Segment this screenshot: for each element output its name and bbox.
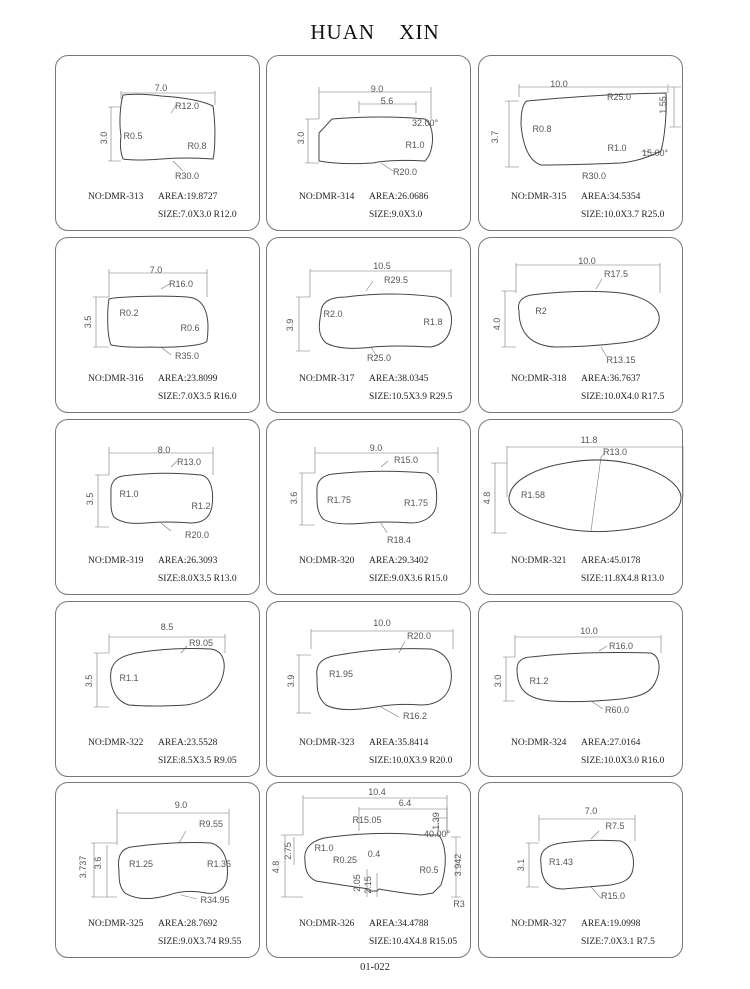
item-number: NO:DMR-313 [88,192,144,202]
item-size: SIZE:10.4X4.8 R15.05 [369,937,458,947]
dimension-label: 3.5 [84,674,94,688]
catalog-card [55,601,260,777]
dimension-line [381,163,393,171]
dimension-line [93,297,109,347]
dimension-label: R15.0 [393,455,419,465]
dimension-label: R15.0 [600,891,626,901]
dimension-label: R16.0 [608,641,634,651]
profile-drawing [479,56,684,181]
item-size: SIZE:11.8X4.8 R13.0 [581,574,665,584]
dimension-label: 5.6 [380,96,394,106]
dimension-label: 10.0 [578,256,596,266]
dimension-line [181,895,197,899]
dimension-line [296,655,311,713]
dimension-line [669,87,681,127]
dimension-line [503,657,515,701]
dimension-label: 4.8 [482,491,492,505]
dimension-label: R1.8 [423,317,443,327]
item-number: NO:DMR-315 [511,192,567,202]
item-area: AREA:19.8727 [158,192,218,202]
dimension-label: R35.0 [174,351,200,361]
item-number: NO:DMR-317 [299,374,355,384]
profile-drawing [267,602,472,722]
dimension-label: 8.5 [160,622,174,632]
item-area: AREA:26.0686 [369,192,429,202]
dimension-label: 9.0 [370,84,384,94]
profile-drawing [56,602,261,722]
catalog-card [266,55,471,231]
dimension-label: R0.8 [532,124,552,134]
dimension-label: 10.4 [368,787,386,797]
catalog-card [478,55,683,231]
dimension-line [181,646,187,653]
dimension-label: R0.8 [187,141,207,151]
item-number: NO:DMR-318 [511,374,567,384]
dimension-label: 3.9 [286,674,296,688]
catalog-card [55,237,260,413]
dimension-label: R25.0 [606,92,632,102]
dimension-label: 6.4 [398,798,412,808]
profile-drawing [56,238,261,361]
dimension-label: R16.2 [402,711,428,721]
lens-profile-outline [317,649,452,710]
item-size: SIZE:7.0X3.1 R7.5 [581,937,655,947]
dimension-line [366,281,373,291]
dimension-label: R0.5 [419,865,439,875]
dimension-label: 10.0 [550,79,568,89]
dimension-label: R9.05 [188,638,214,648]
dimension-label: 7.0 [584,806,598,816]
dimension-line [179,831,186,843]
dimension-label: R1.25 [128,859,154,869]
dimension-label: R15.05 [352,815,382,825]
item-size: SIZE:9.0X3.6 R15.0 [369,574,448,584]
dimension-label: R1.35 [206,859,232,869]
dimension-label: R20.0 [184,530,210,540]
dimension-label: 9.0 [369,443,383,453]
item-area: AREA:28.7692 [158,919,218,929]
dimension-label: R7.5 [605,821,625,831]
dimension-label: 3.6 [93,856,103,870]
dimension-label: 3.5 [85,492,95,506]
catalog-card [266,237,471,413]
profile-drawing [56,56,261,181]
dimension-label: R1.0 [119,489,139,499]
dimension-label: R1.75 [326,495,352,505]
dimension-line [501,291,516,347]
dimension-line [381,707,399,717]
profile-drawing [479,783,684,903]
dimension-line [296,297,310,351]
dimension-line [161,523,171,531]
catalog-card [55,419,260,595]
dimension-label: R1.1 [119,673,139,683]
item-area: AREA:36.7637 [581,374,641,384]
dimension-label: 8.0 [157,445,171,455]
item-number: NO:DMR-324 [511,738,567,748]
item-size: SIZE:7.0X3.5 R16.0 [158,392,237,402]
dimension-label: R17.5 [603,269,629,279]
dimension-label: 32.00° [411,118,439,128]
catalog-card [266,782,471,958]
dimension-label: R20.0 [406,631,432,641]
dimension-label: R1.75 [403,498,429,508]
dimension-line [591,831,599,839]
item-size: SIZE:9.0X3.74 R9.55 [158,937,242,947]
dimension-line [173,161,183,171]
dimension-label: R12.0 [174,101,200,111]
catalog-card [478,782,683,958]
dimension-label: R20.0 [392,167,418,177]
dimension-line [599,646,607,651]
dimension-label: R1.2 [191,501,211,511]
dimension-label: 3.942 [453,853,463,877]
dimension-label: R0.5 [123,131,143,141]
dimension-label: 15.00° [641,148,669,158]
dimension-label: R0.6 [180,323,200,333]
dimension-label: 4.0 [492,317,502,331]
dimension-label: R13.15 [606,355,636,365]
dimension-label: R9.55 [198,819,224,829]
catalog-card [478,601,683,777]
dimension-label: R1.0 [405,140,425,150]
dimension-label: 10.0 [580,626,598,636]
dimension-label: 10.0 [373,618,391,628]
page-title: HUAN XIN [310,20,440,44]
item-number: NO:DMR-327 [511,919,567,929]
dimension-line [519,84,668,97]
dimension-label: 4.8 [271,860,281,874]
profile-drawing [267,420,472,545]
catalog-card [478,419,683,595]
item-size: SIZE:10.0X3.9 R20.0 [369,756,453,766]
profile-drawing [479,420,684,540]
dimension-line [95,475,109,527]
dimension-label: 40.00° [423,829,451,839]
item-number: NO:DMR-322 [88,738,144,748]
page-number: 01-022 [360,962,390,973]
dimension-label: R13.0 [602,447,628,457]
dimension-label: 7.0 [154,83,168,93]
catalog-card [55,55,260,231]
dimension-line [516,263,660,293]
item-area: AREA:29.3402 [369,556,429,566]
item-number: NO:DMR-319 [88,556,144,566]
dimension-label: R2.0 [323,309,343,319]
dimension-label: 3.6 [289,491,299,505]
dimension-label: R0.2 [119,308,139,318]
dimension-label: R60.0 [604,705,630,715]
item-number: NO:DMR-321 [511,556,567,566]
profile-drawing [267,56,472,176]
item-area: AREA:19.0998 [581,919,641,929]
dimension-label: R1.2 [529,676,549,686]
dimension-label: 2.75 [283,842,293,860]
dimension-label: R30.0 [581,171,607,181]
dimension-line [310,269,451,297]
dimension-label: 3.5 [83,315,93,329]
dimension-label: 3.7 [490,130,500,144]
dimension-label: 7.0 [149,265,163,275]
item-area: AREA:23.8099 [158,374,218,384]
dimension-label: 11.8 [580,435,598,445]
dimension-label: R1.95 [328,669,354,679]
dimension-label: 3.0 [99,131,109,145]
item-size: SIZE:10.5X3.9 R29.5 [369,392,453,402]
catalog-card [266,419,471,595]
dimension-label: R25.0 [366,353,392,363]
item-number: NO:DMR-323 [299,738,355,748]
dimension-label: R18.4 [386,535,412,545]
dimension-label: 9.0 [174,800,188,810]
dimension-line [491,463,507,533]
item-number: NO:DMR-320 [299,556,355,566]
dimension-line [108,107,121,161]
item-area: AREA:38.0345 [369,374,429,384]
dimension-label: 3.0 [493,674,503,688]
item-number: NO:DMR-316 [88,374,144,384]
item-area: AREA:27.0164 [581,738,641,748]
dimension-label: R1.0 [607,143,627,153]
dimension-label: 1.55 [658,96,668,114]
dimension-label: R30.0 [174,171,200,181]
item-size: SIZE:10.0X3.0 R16.0 [581,756,665,766]
item-size: SIZE:10.0X4.0 R17.5 [581,392,665,402]
dimension-label: R34.95 [200,895,230,905]
dimension-line [381,461,388,467]
item-number: NO:DMR-326 [299,919,355,929]
item-area: AREA:23.5528 [158,738,218,748]
dimension-line [591,887,601,898]
dimension-line [591,453,605,531]
dimension-label: 3.737 [78,855,88,879]
dimension-label: R0.25 [332,855,358,865]
profile-drawing [56,783,261,903]
dimension-line [94,653,109,707]
lens-profile-outline [119,843,228,899]
dimension-label: R1.0 [314,843,334,853]
dimension-label: R1.43 [548,857,574,867]
dimension-line [311,629,453,649]
dimension-line [526,843,539,887]
dimension-line [515,635,661,657]
item-size: SIZE:9.0X3.0 [369,210,423,220]
item-area: AREA:26.3093 [158,556,218,566]
dimension-label: 3.0 [296,131,306,145]
item-size: SIZE:8.0X3.5 R13.0 [158,574,237,584]
profile-drawing [267,783,472,909]
lens-profile-outline [108,296,208,347]
item-number: NO:DMR-325 [88,919,144,929]
profile-drawing [267,238,472,363]
catalog-card [55,782,260,958]
dimension-label: 0.4 [367,849,381,859]
dimension-line [596,279,602,289]
dimension-label: 1.39 [431,812,441,830]
profile-drawing [56,420,261,540]
dimension-label: R2 [535,306,547,316]
dimension-line [381,523,387,533]
dimension-line [399,641,405,653]
dimension-line [505,101,519,167]
dimension-label: 3.9 [285,318,295,332]
item-area: AREA:35.8414 [369,738,429,748]
item-area: AREA:34.5354 [581,192,641,202]
item-size: SIZE:8.5X3.5 R9.05 [158,756,237,766]
dimension-line [121,91,215,105]
profile-drawing [479,602,684,722]
dimension-line [299,473,315,525]
dimension-label: R16.0 [168,279,194,289]
catalog-card [266,601,471,777]
dimension-label: R1.58 [520,490,546,500]
dimension-label: R3 [453,899,465,909]
item-area: AREA:34.4788 [369,919,429,929]
dimension-line [305,119,319,163]
profile-drawing [479,238,684,365]
dimension-label: 10.5 [373,261,391,271]
dimension-line [161,347,171,355]
dimension-label: 2.05 [352,874,362,892]
dimension-label: 3.1 [516,858,526,872]
dimension-line [591,701,603,709]
dimension-label: R29.5 [383,275,409,285]
lens-profile-outline [519,291,660,347]
dimension-label: R13.0 [176,457,202,467]
item-number: NO:DMR-314 [299,192,355,202]
catalog-card [478,237,683,413]
dimension-label: 2.15 [363,876,373,894]
item-size: SIZE:10.0X3.7 R25.0 [581,210,665,220]
item-size: SIZE:7.0X3.0 R12.0 [158,210,237,220]
item-area: AREA:45.0178 [581,556,641,566]
